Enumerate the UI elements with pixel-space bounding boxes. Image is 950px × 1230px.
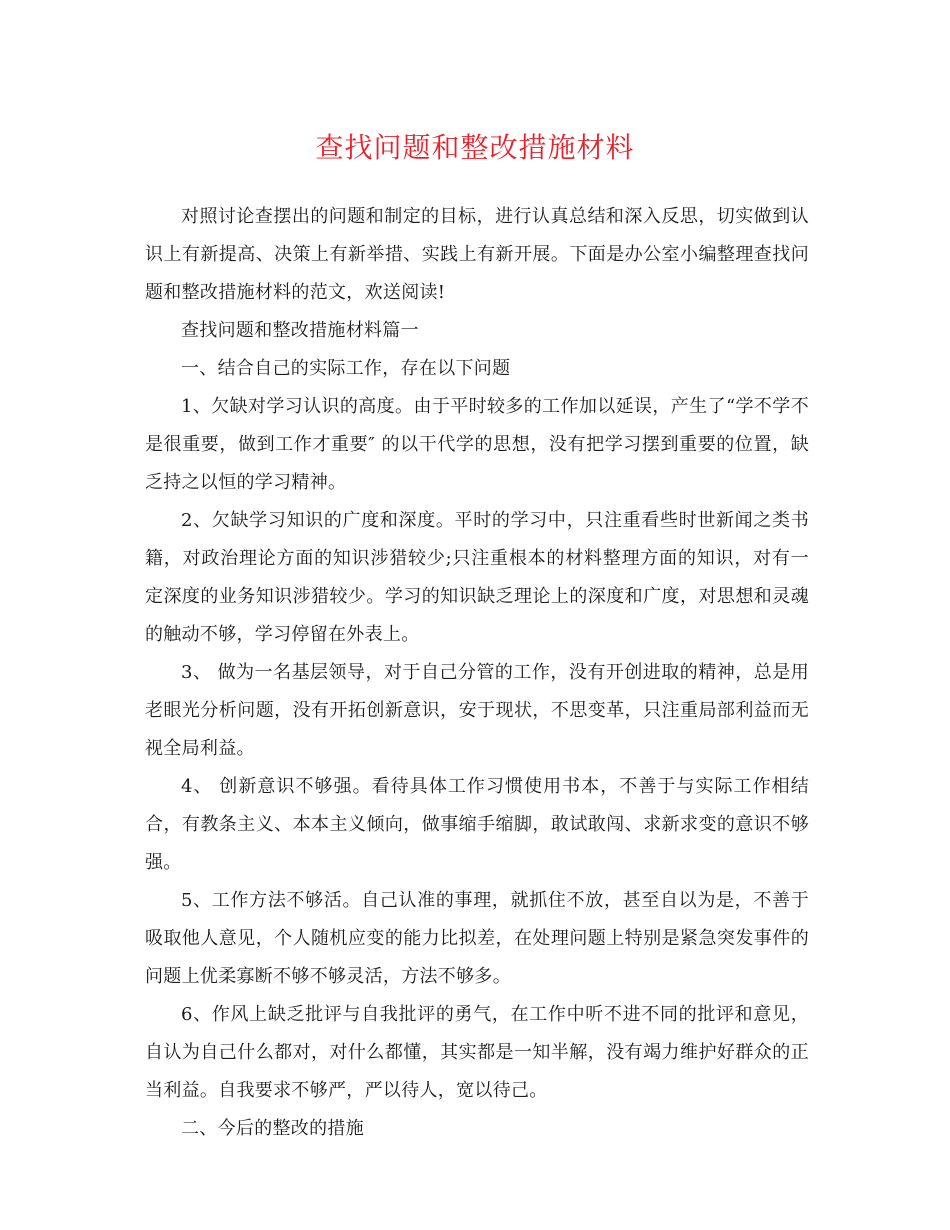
paragraph-item-6: 6、作风上缺乏批评与自我批评的勇气，在工作中听不进不同的批评和意见，自认为自己什么都对，对什么都懂，其实都是一知半解，没有竭力维护好群众的正当利益。自我要求不够严，严以待人，宽以待己。 — [145, 1004, 809, 1101]
paragraph-section-heading: 查找问题和整改措施材料篇一 — [181, 320, 419, 341]
document-title: 查找问题和整改措施材料 — [315, 131, 635, 164]
paragraph-subheading-problems: 一、结合自己的实际工作，存在以下问题 — [181, 358, 511, 379]
paragraph-item-3: 3、 做为一名基层领导，对于自己分管的工作，没有开创进取的精神，总是用老眼光分析问题，没有开拓创新意识，安于现状，不思变革，只注重局部利益而无视全局利益。 — [145, 662, 809, 759]
paragraph-item-2: 2、欠缺学习知识的广度和深度。平时的学习中，只注重看些时世新闻之类书籍，对政治理论方面的知识涉猎较少;只注重根本的材料整理方面的知识，对有一定深度的业务知识涉猎较少。学习的知识缺乏理论上的深度和广度，对思想和灵魂的触动不够，学习停留在外表上。 — [145, 510, 809, 645]
document-body — [145, 198, 809, 1148]
paragraph-item-1: 1、欠缺对学习认识的高度。由于平时较多的工作加以延误，产生了“学不学不是很重要，做到工作才重要″ 的以干代学的思想，没有把学习摆到重要的位置，缺乏持之以恒的学习精神。 — [145, 396, 809, 493]
paragraph-subheading-measures: 二、今后的整改的措施 — [181, 1118, 364, 1139]
paragraph-intro: 对照讨论查摆出的问题和制定的目标，进行认真总结和深入反思，切实做到认识上有新提高、决策上有新举措、实践上有新开展。下面是办公室小编整理查找问题和整改措施材料的范文，欢送阅读! — [145, 206, 809, 303]
paragraph-item-4: 4、 创新意识不够强。看待具体工作习惯使用书本，不善于与实际工作相结合，有教条主义、本本主义倾向，做事缩手缩脚，敢试敢闯、求新求变的意识不够强。 — [145, 776, 809, 873]
paragraph-item-5: 5、工作方法不够活。自己认准的事理，就抓住不放，甚至自以为是，不善于吸取他人意见，个人随机应变的能力比拟差，在处理问题上特别是紧急突发事件的问题上优柔寡断不够不够灵活，方法不够多。 — [145, 890, 809, 987]
